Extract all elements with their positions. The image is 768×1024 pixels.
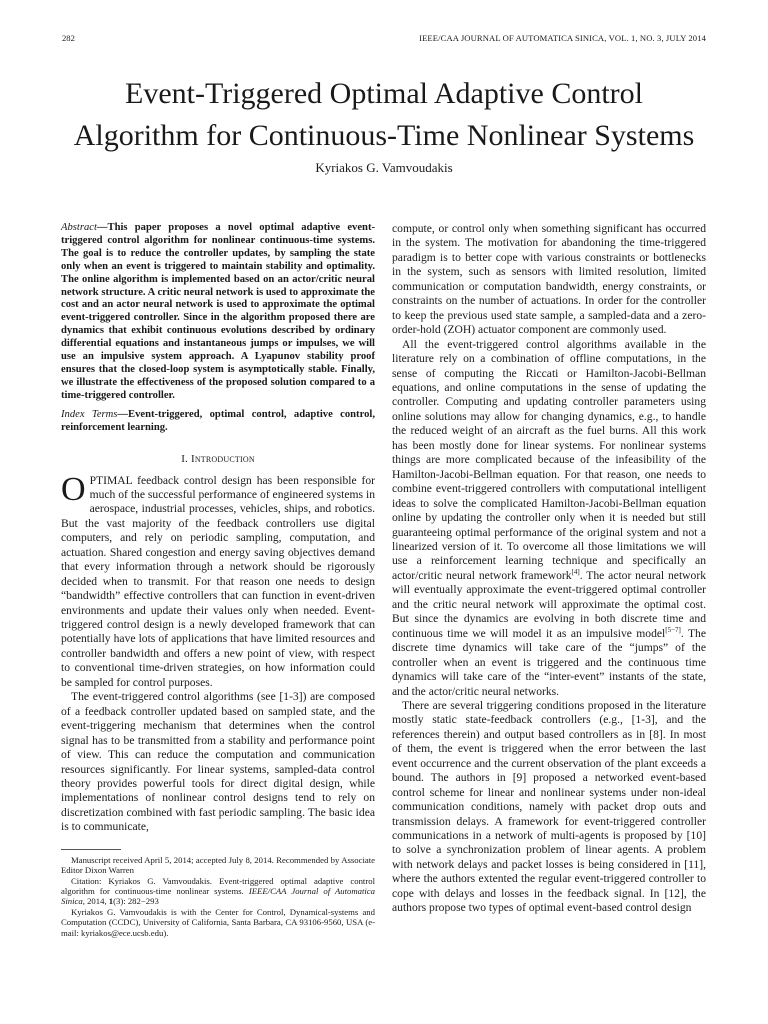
right-column bbox=[392, 222, 706, 916]
footnote-affiliation: Kyriakos G. Vamvoudakis is with the Center for Control, Dynamical-systems and Computation (CCDC), University of California, Santa Barbara, CA 93106-9560, USA (e-mail: kyriakos@ece.ucsb.edu). bbox=[61, 906, 375, 938]
right-p2-part-c: . The discrete time dynamics will take care of the “jumps” of the controller when an event is triggered and the continuous time dynamics will take care of the “inter-event” instants of the state, and the actor/critic neural networks. bbox=[392, 626, 706, 698]
index-terms-text: Event-triggered, optimal control, adaptive control, reinforcement learning. bbox=[61, 408, 375, 433]
abstract bbox=[61, 222, 375, 403]
section-title: Introduction bbox=[190, 452, 255, 465]
author-name: Kyriakos G. Vamvoudakis bbox=[315, 160, 453, 175]
page-number: 282 bbox=[62, 33, 75, 43]
abstract-dash: — bbox=[96, 222, 108, 233]
citation-pages: (3): 282−293 bbox=[113, 896, 159, 907]
journal-name: IEEE/CAA JOURNAL OF AUTOMATICA SINICA, VOL. 1, NO. 3, JULY 2014 bbox=[419, 33, 706, 43]
intro-body bbox=[61, 470, 375, 835]
section-heading bbox=[61, 453, 375, 465]
right-paragraph-1: compute, or control only when something significant has occurred in the system. The motivation for abandoning the time-triggered paradigm is to better cope with various constraints or bottlenecks in the system, such as sensors with limited resolution, limited communication or computation bandwidth, energy constraints, or constraints on the number of actuations. In order for the controller to keep the previous used state sample, a sampled-data and a zero-order-hold (ZOH) actuator component are commonly used. bbox=[392, 222, 706, 337]
right-p2-part-a: All the event-triggered control algorithms available in the literature rely on a combination of offline computations, in the sense of computing the Riccati or Hamilton-Jacobi-Bellman equations, and online computations in the sense of updating the controller. Computing and updating controller parameters using online solutions may allow for changing dynamics, e.g., to handle the reduced weight of an aircraft as the fuel burns. All this work has been mostly done for linear systems. For nonlinear systems things are more complicated because of the infeasibility of the Hamilton-Jacobi-Bellman equation. For that reason, one needs to combine event-triggered controllers with computational intelligent ideas to solve the complicated Hamilton-Jacobi-Bellman equation online by updating the controller only when it is needed but still guaranteeing optimal performance of the original system and not a linearized version of it. To overcome all those limitations we will use a reinforcement learning technique and specifically an actor/critic neural network framework bbox=[392, 337, 706, 582]
footnote-citation bbox=[61, 876, 375, 907]
citation-text: Citation: Kyriakos G. Vamvoudakis. Event-triggered optimal adaptive control algorithm for continuous-time nonlinear systems. bbox=[61, 875, 375, 897]
footnotes bbox=[61, 855, 375, 938]
citation-volume: 1 bbox=[108, 896, 114, 907]
index-terms-label: Index Terms bbox=[61, 408, 118, 420]
intro-paragraph-2: The event-triggered control algorithms (see [1-3]) are composed of a feedback controller updated based on sampled state, and the event-triggering mechanism that determines when the control signal has to be transmitted from a stability and performance point of view. This can reduce the computation and communication resources significantly. For linear systems, sampled-data control theory provides powerful tools for direct digital design, while implementations of nonlinear control designs tend to rely on discretization combined with fast periodic sampling. The basic idea is to communicate, bbox=[61, 690, 375, 834]
index-terms bbox=[61, 409, 375, 435]
intro-paragraph-1 bbox=[61, 470, 375, 691]
paper-title bbox=[40, 73, 728, 157]
right-paragraph-2 bbox=[392, 338, 706, 699]
right-paragraph-3: There are several triggering conditions proposed in the literature mostly static state-feedback controllers (e.g., [1-3], and the references therein) and output based controllers as in [8]. In most of them, the event is triggered when the error between the last event occurrence and the current observation of the plant exceeds a bound. The authors in [9] proposed a networked event-based control scheme for linear and nonlinear systems under non-ideal communication conditions, namely with packet drop outs and transmission delays. A framework for event-triggered controller communications in a network of multi-agents is proposed by [10] to solve a synchronization problem of linear agents. A problem with network delays and packet losses is being considered in [11], where the authors extented the regular event-triggered controller to cope with delays and losses in the feedback signal. In [12], the authors propose two types of optimal event-based control design bbox=[392, 698, 706, 915]
index-terms-dash: — bbox=[117, 408, 129, 420]
footnote-rule bbox=[61, 849, 121, 850]
citation-ref-5-7: [5−7] bbox=[665, 625, 681, 634]
right-p2-part-b: . The actor neural network will eventually approximate the event-triggered optimal controller and the critic neural network will approximate the optimal cost. But since the dynamics are evolving in both discrete time and continuous time we will model it as an impulsive model bbox=[392, 568, 706, 640]
citation-year: , 2014, bbox=[82, 896, 107, 907]
section-number: I. bbox=[181, 452, 189, 465]
intro-p1-text: PTIMAL feedback control design has been responsible for much of the successful performance of engineered systems in aerospace, industrial processes, vehicles, ships, and robotics. But the vast majority of the feedback controllers use digital computers, and rely on periodic sampling, computation, and actuation. Shared congestion and energy saving objectives demand that every information through a network should be rigorously decided when to transmit. For that reason one needs to design “bandwidth” effective controllers that can function in event-driven environments and update their values only when needed. Event-triggered control design is a newly developed framework that can potentially have lots of applications that have limited resources and controller bandwidth and offers a new point of view, with respect to conventional time-driven strategies, on how information could be sampled for control purposes. bbox=[61, 473, 375, 689]
running-header bbox=[62, 33, 706, 47]
title-line-2: Algorithm for Continuous-Time Nonlinear Systems bbox=[73, 119, 695, 152]
abstract-label: Abstract bbox=[61, 222, 97, 233]
title-line-1: Event-Triggered Optimal Adaptive Control bbox=[125, 77, 643, 110]
citation-ref-4: [4] bbox=[571, 568, 580, 577]
citation-journal: IEEE/CAA Journal of Automatica Sinica bbox=[61, 886, 376, 907]
drop-cap: O bbox=[61, 470, 86, 508]
left-column bbox=[61, 222, 375, 938]
abstract-text: This paper proposes a novel optimal adaptive event-triggered control algorithm for nonlinear continuous-time systems. The goal is to reduce the controller updates, by sampling the state only when an event is triggered to maintain stability and optimality. The online algorithm is implemented based on an actor/critic neural network structure. A critic neural network is used to approximate the cost and an actor neural network is used to approximate the optimal event-triggered controller. Since in the algorithm proposed there are dynamics that exhibit continuous evolutions described by ordinary differential equations and instantaneous jumps or impulses, we will use an impulsive system approach. A Lyapunov stability proof ensures that the closed-loop system is asymptotically stable. Finally, we illustrate the effectiveness of the proposed solution compared to a time-triggered controller. bbox=[61, 222, 375, 401]
footnote-received: Manuscript received April 5, 2014; accepted July 8, 2014. Recommended by Associate Editor Dixon Warren bbox=[61, 854, 375, 876]
